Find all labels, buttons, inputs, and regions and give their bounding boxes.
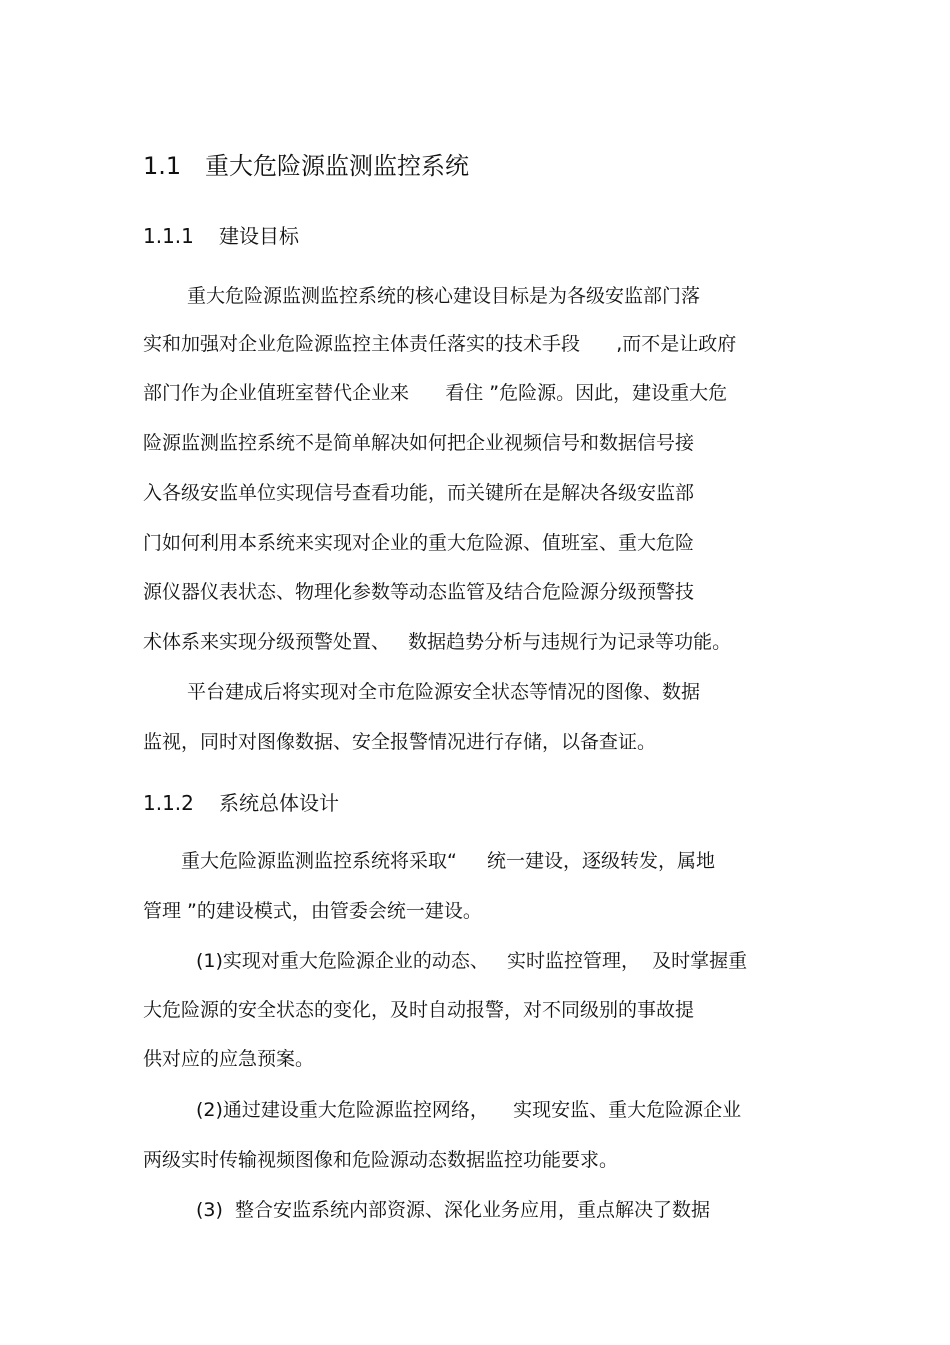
paragraph-line: 平台建成后将实现对全市危险源安全状态等情况的图像、数据 [187, 681, 701, 703]
paragraph-line: 重大危险源监测监控系统将采取“ 统一建设，逐级转发，属地 [181, 850, 716, 872]
paragraph-line: 险源监测监控系统不是简单解决如何把企业视频信号和数据信号接 [143, 432, 695, 454]
paragraph-line: 大危险源的安全状态的变化，及时自动报警，对不同级别的事故提 [143, 999, 695, 1021]
paragraph-line: (1)实现对重大危险源企业的动态、 实时监控管理， 及时掌握重 [196, 950, 748, 972]
subsection-heading [143, 789, 339, 817]
subsection-title: 建设目标 [219, 224, 299, 248]
paragraph-line: 重大危险源监测监控系统的核心建设目标是为各级安监部门落 [187, 285, 701, 307]
section-number: 1.1 [143, 152, 182, 180]
paragraph-line: 门如何利用本系统来实现对企业的重大危险源、值班室、重大危险 [143, 532, 695, 554]
paragraph-line: 源仪器仪表状态、物理化参数等动态监管及结合危险源分级预警技 [143, 581, 695, 603]
subsection-number: 1.1.2 [143, 791, 194, 815]
section-heading [143, 150, 469, 182]
paragraph-line: 实和加强对企业危险源监控主体责任落实的技术手段 ,而不是让政府 [143, 333, 737, 355]
paragraph-line: 监视，同时对图像数据、安全报警情况进行存储，以备查证。 [143, 731, 657, 753]
paragraph-line: 入各级安监单位实现信号查看功能，而关键所在是解决各级安监部 [143, 482, 695, 504]
subsection-title: 系统总体设计 [219, 791, 339, 815]
paragraph-line: 术体系来实现分级预警处置、 数据趋势分析与违规行为记录等功能。 [143, 631, 732, 653]
section-title: 重大危险源监测监控系统 [205, 152, 469, 180]
subsection-number: 1.1.1 [143, 224, 194, 248]
paragraph-line: 两级实时传输视频图像和危险源动态数据监控功能要求。 [143, 1149, 619, 1171]
paragraph-line: 部门作为企业值班室替代企业来 看住 ”危险源。因此，建设重大危 [143, 382, 728, 404]
paragraph-line: 供对应的应急预案。 [143, 1048, 315, 1070]
paragraph-line: (2)通过建设重大危险源监控网络， 实现安监、重大危险源企业 [196, 1099, 742, 1121]
paragraph-line: (3) 整合安监系统内部资源、深化业务应用，重点解决了数据 [196, 1199, 710, 1221]
subsection-heading [143, 222, 299, 250]
paragraph-line: 管理 ”的建设模式，由管委会统一建设。 [143, 900, 482, 922]
